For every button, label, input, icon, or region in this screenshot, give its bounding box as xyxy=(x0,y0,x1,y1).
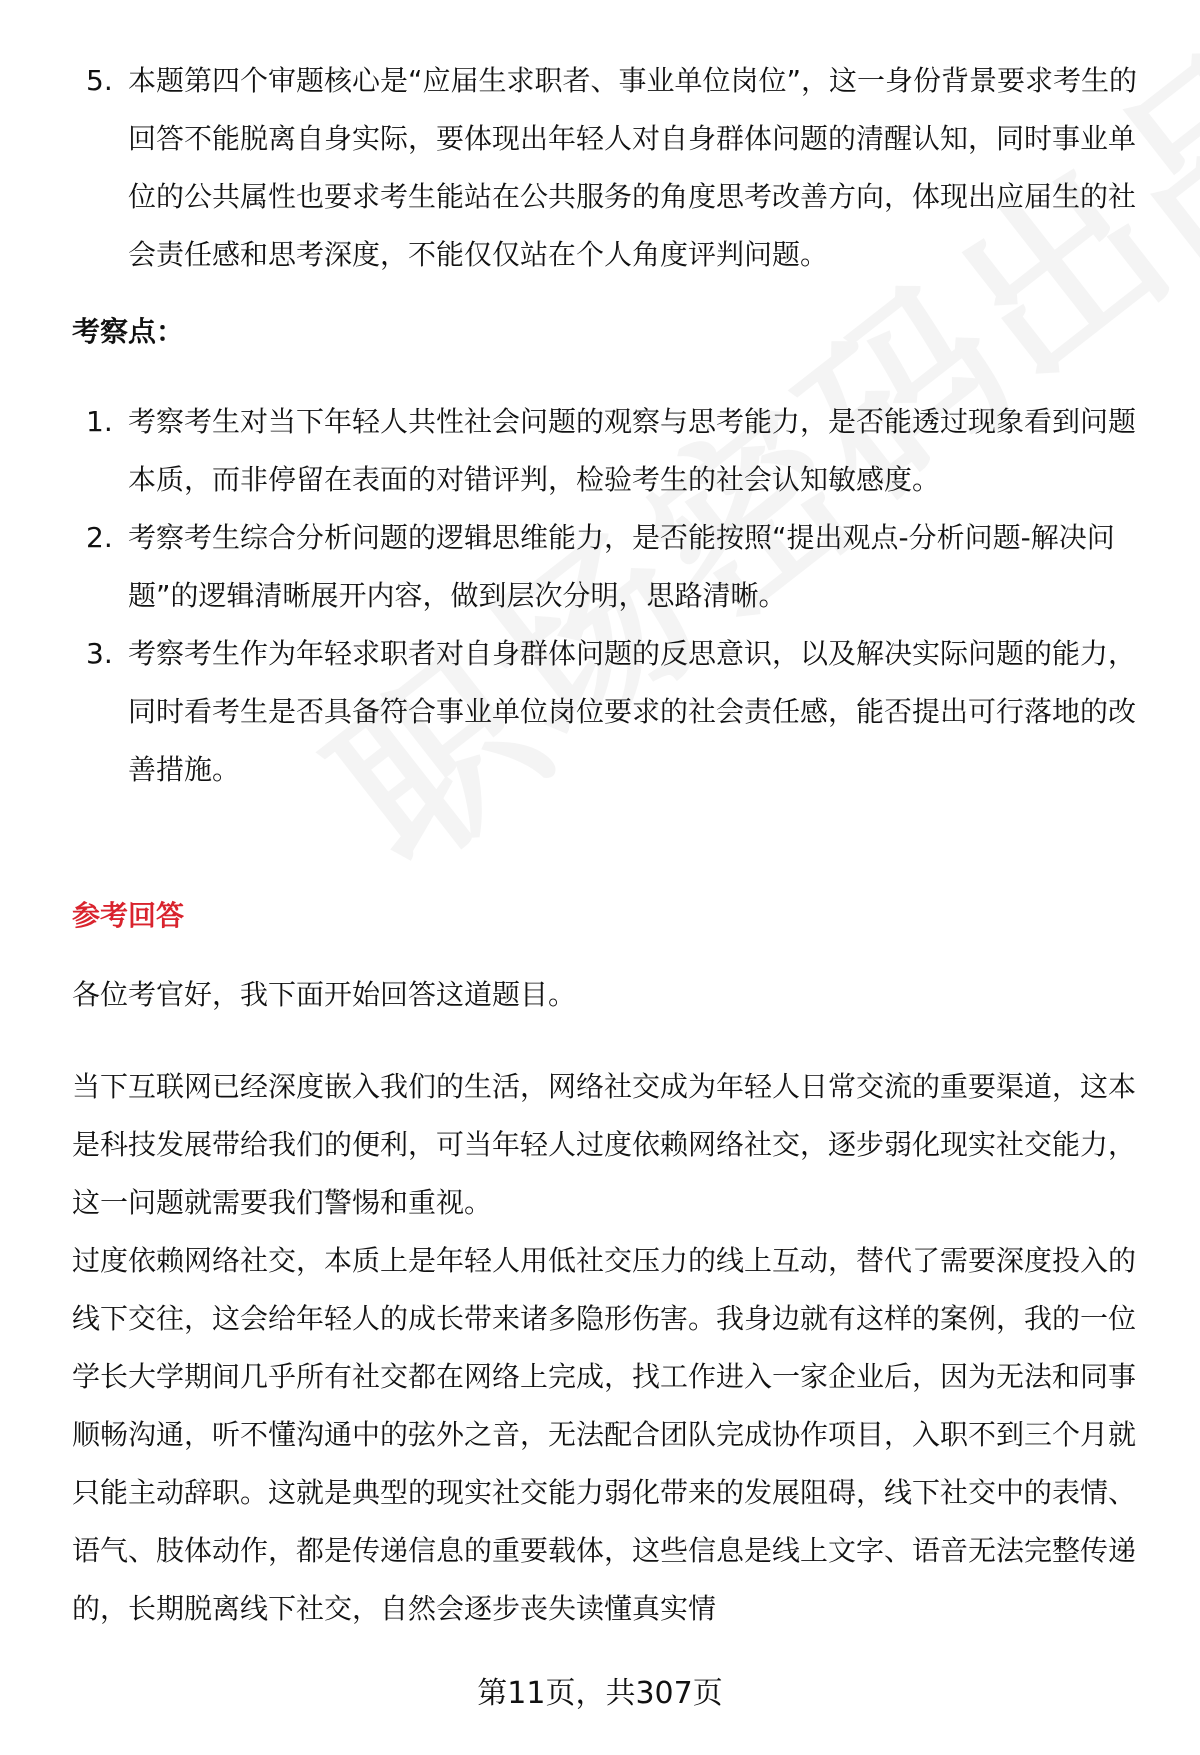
list-item-number: 3. xyxy=(86,637,113,670)
answer-paragraph: 当下互联网已经深度嵌入我们的生活，网络社交成为年轻人日常交流的重要渠道，这本是科技发展带给我们的便利，可当年轻人过度依赖网络社交，逐步弱化现实社交能力，这一问题就需要我们警惕和重视。 xyxy=(72,1070,1137,1219)
answer-paragraph: 过度依赖网络社交，本质上是年轻人用低社交压力的线上互动，替代了需要深度投入的线下交往，这会给年轻人的成长带来诸多隐形伤害。我身边就有这样的案例，我的一位学长大学期间几乎所有社交都在网络上完成，找工作进入一家企业后，因为无法和同事顺畅沟通，听不懂沟通中的弦外之音，无法配合团队完成协作项目，入职不到三个月就只能主动辞职。这就是典型的现实社交能力弱化带来的发展阻碍，线下社交中的表情、语气、肢体动作，都是传递信息的重要载体，这些信息是线上文字、语音无法完整传递的，长期脱离线下社交，自然会逐步丧失读懂真实情 xyxy=(72,1244,1137,1625)
section-heading-inspection-points: 考察点： xyxy=(72,315,185,348)
list-item xyxy=(72,393,1144,509)
list-item-text: 本题第四个审题核心是“应届生求职者、事业单位岗位”，这一身份背景要求考生的回答不能脱离自身实际，要体现出年轻人对自身群体问题的清醒认知，同时事业单位的公共属性也要求考生能站在公共服务的角度思考改善方向，体现出应届生的社会责任感和思考深度，不能仅仅站在个人角度评判问题。 xyxy=(128,64,1138,271)
list-item-text: 考察考生综合分析问题的逻辑思维能力，是否能按照“提出观点-分析问题-解决问题”的逻辑清晰展开内容，做到层次分明，思路清晰。 xyxy=(128,521,1115,612)
section-heading-reference-answer: 参考回答 xyxy=(72,899,185,932)
answer-paragraph: 各位考官好，我下面开始回答这道题目。 xyxy=(72,978,577,1011)
list-item-text: 考察考生对当下年轻人共性社会问题的观察与思考能力，是否能透过现象看到问题本质，而非停留在表面的对错评判，检验考生的社会认知敏感度。 xyxy=(128,405,1137,496)
list-item xyxy=(72,625,1144,799)
list-item xyxy=(72,52,1144,284)
list-item-number: 2. xyxy=(86,521,113,554)
list-item-number: 1. xyxy=(86,405,113,438)
inspection-points-list xyxy=(72,393,1144,799)
list-item-text: 考察考生作为年轻求职者对自身群体问题的反思意识，以及解决实际问题的能力，同时看考生是否具备符合事业单位岗位要求的社会责任感，能否提出可行落地的改善措施。 xyxy=(128,637,1137,786)
list-item xyxy=(72,509,1144,625)
list-item-number: 5. xyxy=(86,64,113,97)
intro-list xyxy=(72,52,1144,284)
page-number-footer: 第11页，共307页 xyxy=(477,1676,723,1711)
